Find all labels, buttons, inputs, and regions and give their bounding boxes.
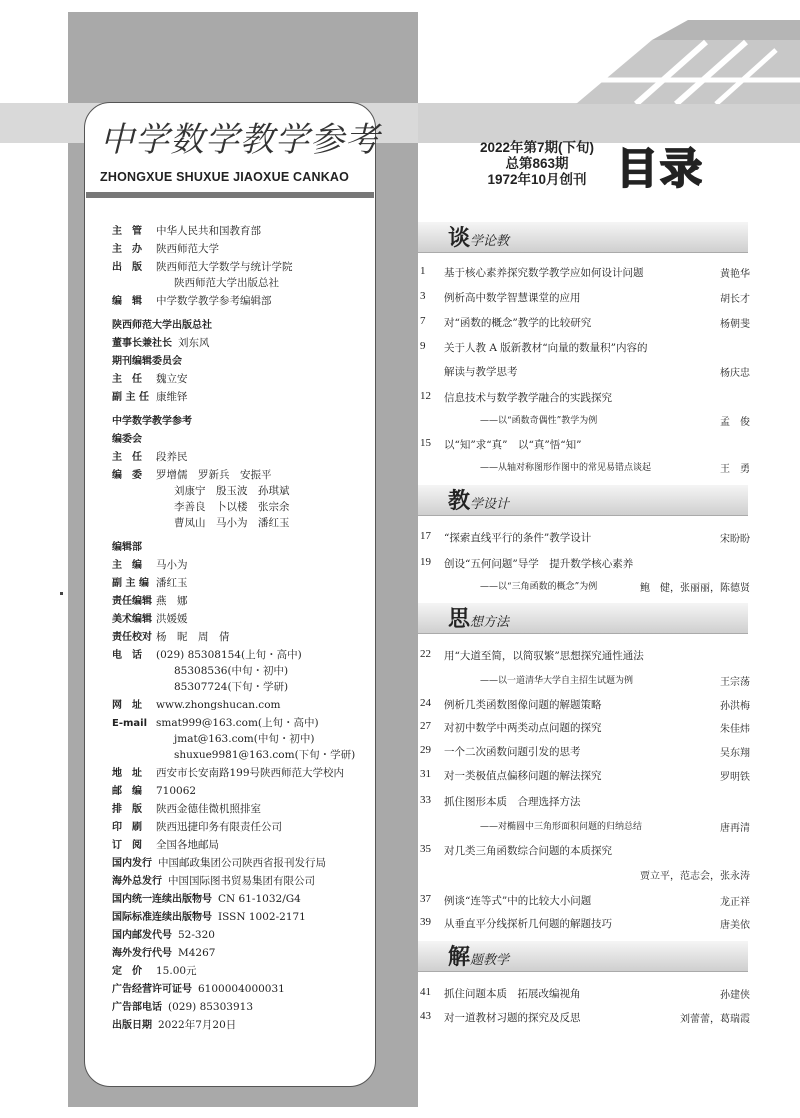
masthead-row: 责任编辑 燕 娜 — [112, 595, 188, 607]
masthead-row: 85307724(下旬・学研) — [174, 681, 289, 693]
masthead-row: 邮 编 710062 — [112, 785, 197, 797]
gray-band-right-decoration — [418, 103, 800, 143]
journal-logo-title: 中学数学教学参考 — [100, 120, 380, 160]
masthead-row: 85308536(中旬・初中) — [174, 665, 289, 677]
issue-total: 总第863期 — [505, 156, 569, 171]
masthead-row: 主 任 段养民 — [112, 451, 188, 463]
masthead-row: 地 址 西安市长安南路199号陕西师范大学校内 — [112, 767, 345, 779]
masthead-row: 排 版 陕西金德佳微机照排室 — [112, 803, 261, 815]
masthead-row: 副 主 编 潘红玉 — [112, 577, 188, 589]
toc-title: 目录 — [616, 144, 705, 193]
masthead-row: 电 话 (029) 85308154(上旬・高中) — [112, 649, 302, 661]
stray-mark — [60, 592, 63, 595]
section-title: 教学设计 — [448, 489, 510, 514]
masthead-row: 广告经营许可证号 6100004000031 — [112, 983, 285, 995]
masthead-row: 编 辑 中学数学教学参考编辑部 — [112, 295, 272, 307]
section-title: 谈学论教 — [448, 226, 510, 251]
masthead-row: jmat@163.com(中旬・初中) — [174, 733, 315, 745]
logo-divider — [86, 192, 374, 198]
issue-number: 2022年第7期(下旬) — [479, 140, 595, 155]
masthead-row: E-mail smat999@163.com(上旬・高中) — [112, 717, 319, 729]
masthead-row: 刘康宁 殷玉波 孙琪斌 — [174, 485, 290, 497]
journal-english-title: ZHONGXUE SHUXUE JIAOXUE CANKAO — [100, 170, 350, 184]
masthead-row: 主 任 魏立安 — [112, 373, 188, 385]
masthead-row: 印 刷 陕西迅捷印务有限责任公司 — [112, 821, 282, 833]
masthead-row: 副 主 任 康维铎 — [112, 391, 188, 403]
founded-date: 1972年10月创刊 — [487, 172, 587, 187]
masthead-row: 主 办 陕西师范大学 — [112, 243, 219, 255]
masthead-row: 董事长兼社长 刘东风 — [112, 337, 210, 349]
masthead-heading: 中学数学教学参考 — [112, 416, 192, 427]
masthead-row: 定 价 15.00元 — [112, 965, 197, 977]
masthead-row: 海外发行代号 M4267 — [112, 947, 216, 959]
masthead-heading: 陕西师范大学出版总社 — [112, 320, 212, 331]
masthead-row: 曹凤山 马小为 潘红玉 — [174, 517, 290, 529]
masthead-row: shuxue9981@163.com(下旬・学研) — [174, 749, 356, 761]
masthead-row: 订 阅 全国各地邮局 — [112, 839, 219, 851]
masthead-row: 主 管 中华人民共和国教育部 — [112, 225, 261, 237]
masthead-row: 责任校对 杨 昵 周 倩 — [112, 631, 230, 643]
masthead-row: 出 版 陕西师范大学数学与统计学院 — [112, 261, 293, 273]
roof-structure-decoration — [576, 20, 800, 104]
issue-info — [462, 140, 612, 188]
masthead-heading: 编委会 — [112, 434, 142, 445]
masthead-row: 广告部电话 (029) 85303913 — [112, 1001, 254, 1013]
masthead-row: 主 编 马小为 — [112, 559, 188, 571]
masthead-row: 国内发行 中国邮政集团公司陕西省报刊发行局 — [112, 857, 326, 869]
masthead-heading: 编辑部 — [112, 542, 142, 553]
masthead-row: 陕西师范大学出版总社 — [174, 277, 279, 289]
masthead-row: 编 委 罗增儒 罗新兵 安振平 — [112, 469, 272, 481]
masthead-row: 国际标准连续出版物号 ISSN 1002-2171 — [112, 911, 306, 923]
masthead-row: 国内统一连续出版物号 CN 61-1032/G4 — [112, 893, 301, 905]
masthead-row: 网 址 www.zhongshucan.com — [112, 699, 281, 711]
masthead-row: 美术编辑 洪媛媛 — [112, 613, 188, 625]
masthead-row: 李善良 卜以楼 张宗余 — [174, 501, 290, 513]
masthead-row: 出版日期 2022年7月20日 — [112, 1019, 237, 1031]
section-title: 解题教学 — [448, 945, 510, 970]
masthead-row: 海外总发行 中国国际图书贸易集团有限公司 — [112, 875, 315, 887]
section-title: 思想方法 — [448, 607, 510, 632]
masthead-heading: 期刊编辑委员会 — [112, 356, 182, 367]
masthead-row: 国内邮发代号 52-320 — [112, 929, 215, 941]
